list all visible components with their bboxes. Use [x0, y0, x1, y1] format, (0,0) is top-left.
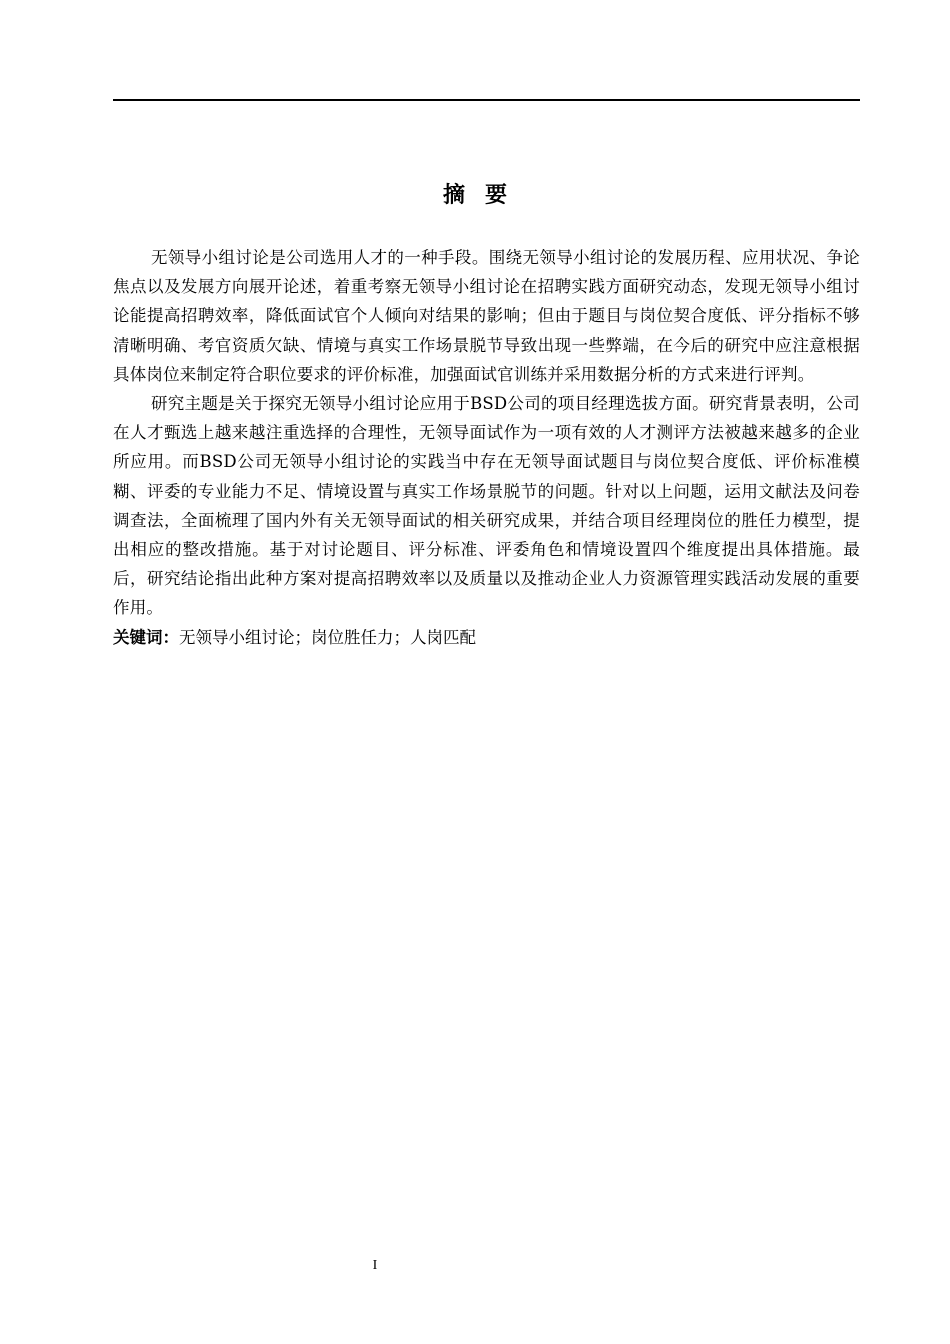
page-number: I	[372, 1258, 378, 1273]
abstract-paragraph-2: 研究主题是关于探究无领导小组讨论应用于BSD公司的项目经理选拔方面。研究背景表明，公司在人才甄选上越来越注重选择的合理性，无领导面试作为一项有效的人才测评方法被越来越多的企业所应用。而BSD公司无领导小组讨论的实践当中存在无领导面试题目与岗位契合度低、评价标准模糊、评委的专业能力不足、情境设置与真实工作场景脱节的问题。针对以上问题，运用文献法及问卷调查法，全面梳理了国内外有关无领导面试的相关研究成果，并结合项目经理岗位的胜任力模型，提出相应的整改措施。基于对讨论题目、评分标准、评委角色和情境设置四个维度提出具体措施。最后，研究结论指出此种方案对提高招聘效率以及质量以及推动企业人力资源管理实践活动发展的重要作用。	[113, 394, 860, 618]
abstract-paragraph-1: 无领导小组讨论是公司选用人才的一种手段。围绕无领导小组讨论的发展历程、应用状况、争论焦点以及发展方向展开论述，着重考察无领导小组讨论在招聘实践方面研究动态，发现无领导小组讨论能提高招聘效率，降低面试官个人倾向对结果的影响；但由于题目与岗位契合度低、评分指标不够清晰明确、考官资质欠缺、情境与真实工作场景脱节导致出现一些弊端，在今后的研究中应注意根据具体岗位来制定符合职位要求的评价标准，加强面试官训练并采用数据分析的方式来进行评判。	[113, 248, 860, 384]
abstract-title: 摘要	[442, 183, 527, 208]
keywords-label: 关键词：	[113, 627, 179, 647]
keywords-text: 无领导小组讨论；岗位胜任力；人岗匹配	[179, 627, 476, 647]
header-rule	[113, 99, 860, 101]
keywords-line	[113, 623, 860, 652]
abstract-body	[113, 243, 860, 652]
